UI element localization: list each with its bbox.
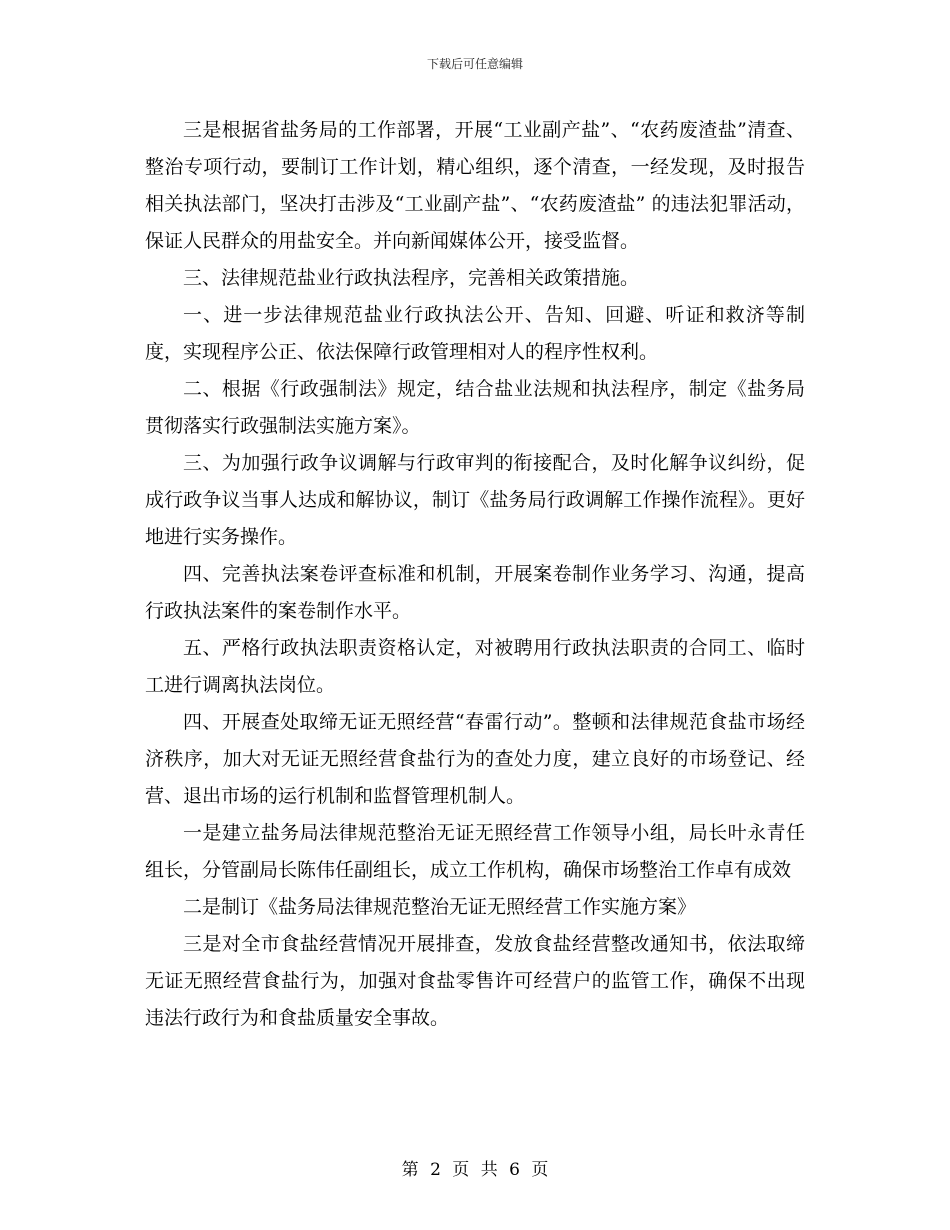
paragraph: 四、完善执法案卷评查标准和机制，开展案卷制作业务学习、沟通，提高行政执法案件的案卷制作水平。 bbox=[145, 563, 805, 622]
paragraph: 三是对全市食盐经营情况开展排查，发放食盐经营整改通知书，依法取缔无证无照经营食盐行为，加强对食盐零售许可经营户的监管工作，确保不出现违法行政行为和食盐质量安全事故。 bbox=[145, 933, 805, 1029]
paragraph: 三、为加强行政争议调解与行政审判的衔接配合，及时化解争议纠纷，促成行政争议当事人达成和解协议，制订《盐务局行政调解工作操作流程》。更好地进行实务操作。 bbox=[145, 452, 805, 548]
document-body bbox=[145, 112, 805, 1037]
paragraph: 一、进一步法律规范盐业行政执法公开、告知、回避、听证和救济等制度，实现程序公正、依法保障行政管理相对人的程序性权利。 bbox=[145, 304, 805, 363]
paragraph: 二、根据《行政强制法》规定，结合盐业法规和执法程序，制定《盐务局贯彻落实行政强制法实施方案》。 bbox=[145, 378, 805, 437]
section-heading: 四、开展查处取缔无证无照经营“春雷行动”。整顿和法律规范食盐市场经济秩序，加大对无证无照经营食盐行为的查处力度，建立良好的市场登记、经营、退出市场的运行机制和监督管理机制人。 bbox=[145, 711, 805, 807]
page-number-footer: 第 2 页 共 6 页 bbox=[401, 1160, 549, 1180]
paragraph: 三是根据省盐务局的工作部署，开展“工业副产盐”、“农药废渣盐”清查、整治专项行动，要制订工作计划，精心组织，逐个清查，一经发现，及时报告相关执法部门，坚决打击涉及“工业副产盐”、“农药废渣盐” 的违法犯罪活动，保证人民群众的用盐安全。并向新闻媒体公开，接受监督。 bbox=[145, 119, 805, 252]
page-header: 下载后可任意编辑 bbox=[426, 57, 523, 71]
paragraph: 一是建立盐务局法律规范整治无证无照经营工作领导小组，局长叶永青任组长，分管副局长陈伟任副组长，成立工作机构，确保市场整治工作卓有成效 bbox=[145, 822, 805, 881]
paragraph: 二是制订《盐务局法律规范整治无证无照经营工作实施方案》 bbox=[183, 896, 697, 918]
paragraph: 五、严格行政执法职责资格认定，对被聘用行政执法职责的合同工、临时工进行调离执法岗位。 bbox=[145, 637, 805, 696]
section-heading: 三、法律规范盐业行政执法程序，完善相关政策措施。 bbox=[183, 267, 640, 289]
